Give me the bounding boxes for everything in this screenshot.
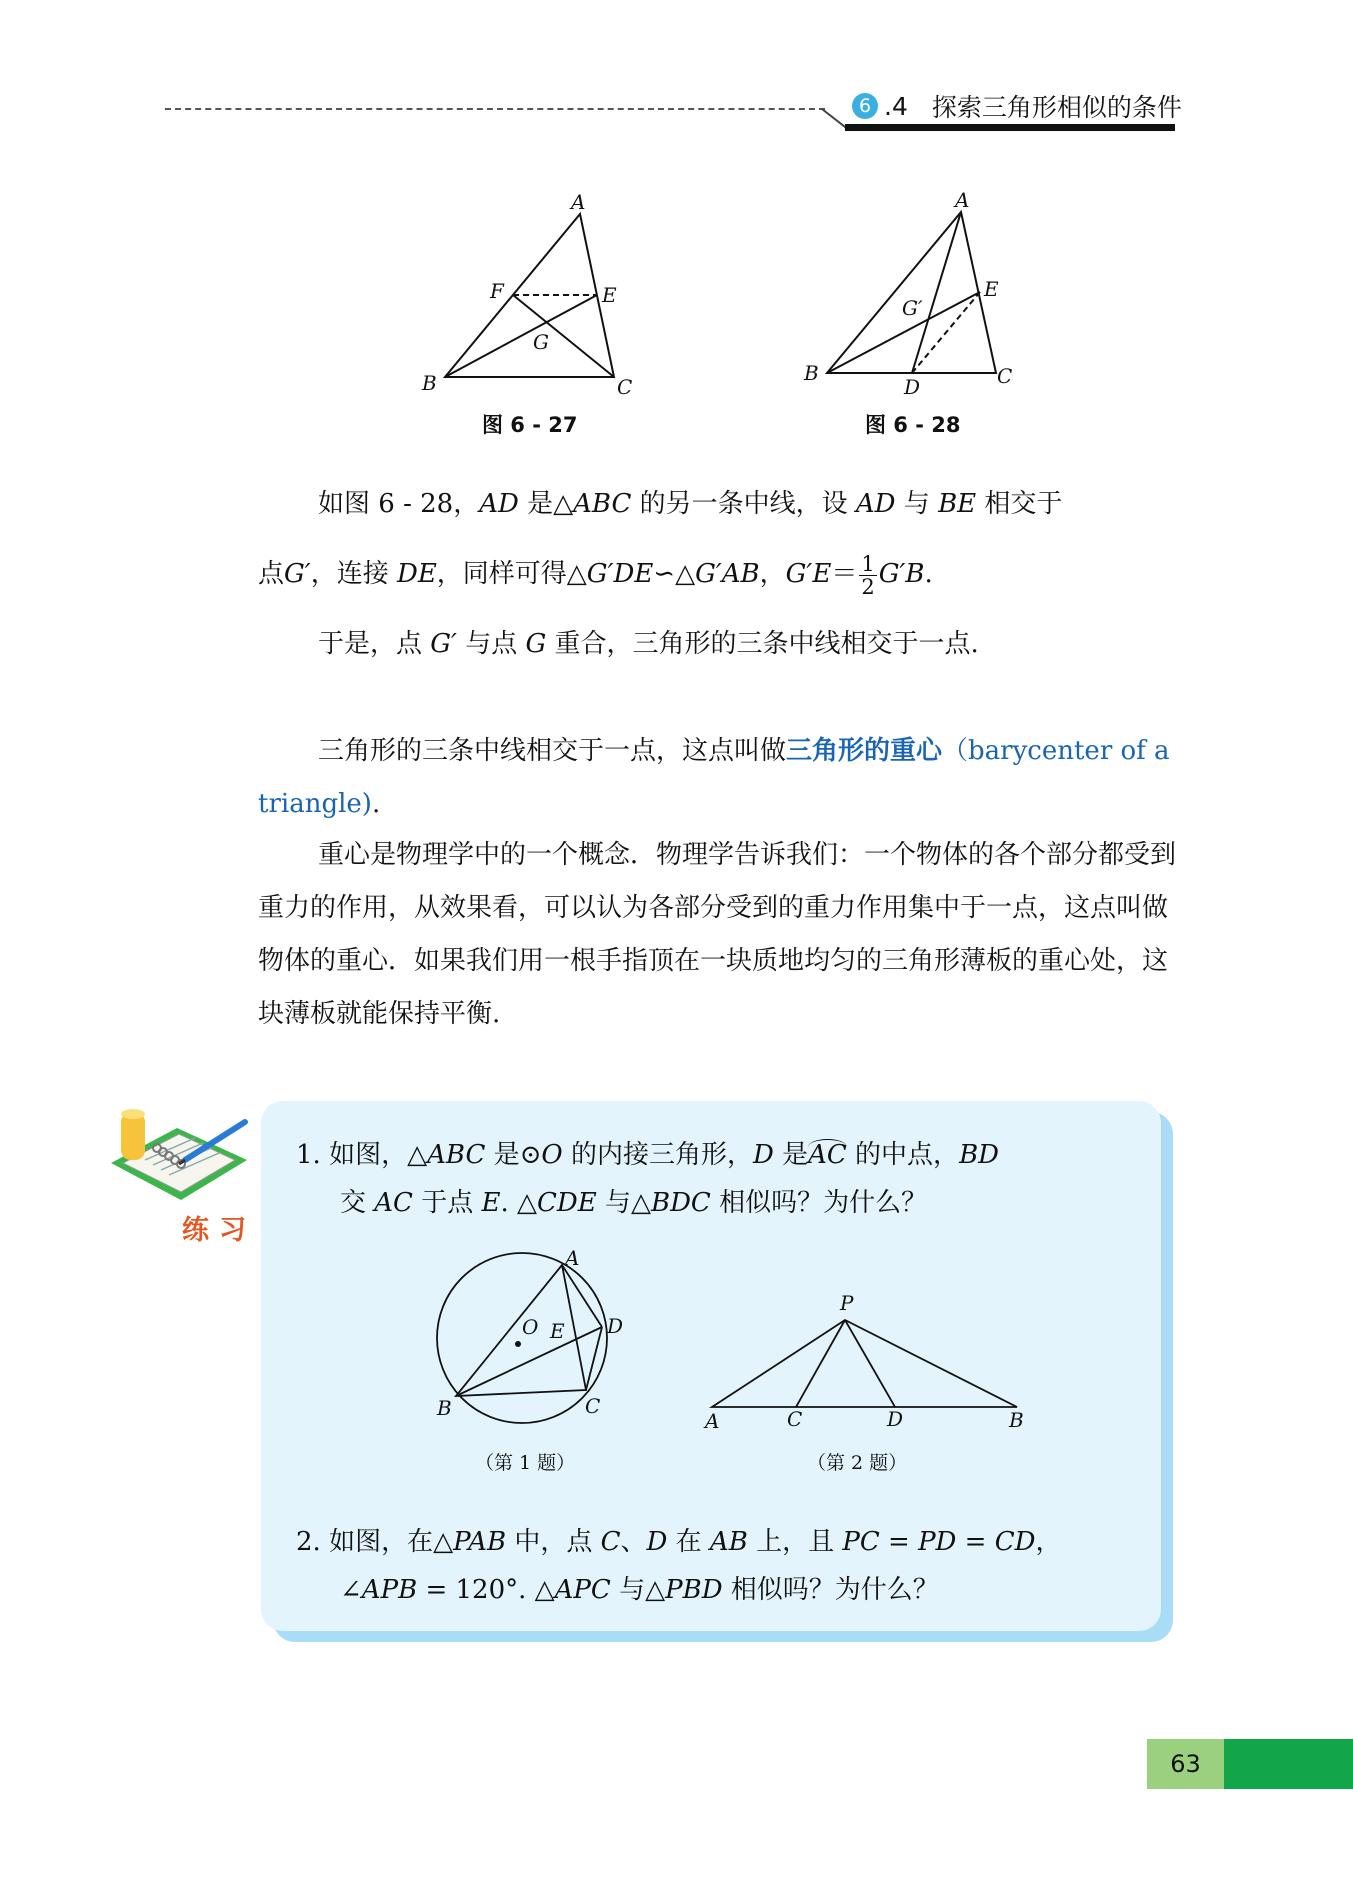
header-dashed-line bbox=[165, 108, 825, 110]
q2-line2-b: APB bbox=[361, 1575, 418, 1605]
practice-label: 练习 bbox=[182, 1215, 256, 1246]
ex2-label-A: A bbox=[705, 1409, 720, 1430]
p2-math-h: G′AB bbox=[695, 559, 760, 589]
fraction-one-half bbox=[859, 553, 876, 598]
p1-text-e: 的另一条中线，设 bbox=[631, 489, 856, 519]
ex1-label-A: A bbox=[565, 1246, 580, 1270]
fraction-denominator: 2 bbox=[861, 574, 875, 599]
ex2-label-P: P bbox=[840, 1291, 854, 1315]
q2-text-c: 中，点 bbox=[506, 1527, 601, 1557]
q2-math-n: CD bbox=[994, 1527, 1036, 1557]
q1-line2-g: 与△ bbox=[596, 1188, 651, 1218]
figure-6-27-caption: 图 6 - 27 bbox=[482, 413, 578, 437]
q1-text-g: 是 bbox=[773, 1140, 809, 1170]
fig27-label-C: C bbox=[617, 375, 633, 399]
q2-math-h: AB bbox=[709, 1527, 748, 1557]
ex2-label-B: B bbox=[1009, 1408, 1024, 1430]
q2-math-f: D bbox=[646, 1527, 668, 1557]
q1-line2-c: 于点 bbox=[412, 1188, 482, 1218]
p3-math-d: G bbox=[525, 629, 547, 659]
ex2-label-D: D bbox=[887, 1407, 904, 1430]
p1-text-c: 是△ bbox=[518, 489, 574, 519]
q2-text-g: 在 bbox=[667, 1527, 710, 1557]
header-rule bbox=[845, 124, 1175, 131]
p2-text-e: ，同样可得△ bbox=[436, 559, 587, 589]
p2-text-m: . bbox=[924, 559, 933, 589]
p1-math-d: ABC bbox=[573, 489, 632, 519]
p3-text-e: 重合，三角形的三条中线相交于一点. bbox=[546, 629, 979, 659]
p2-text-i: ， bbox=[759, 559, 786, 589]
p1-math-h: BE bbox=[938, 489, 977, 519]
q2-math-j: PC bbox=[842, 1527, 880, 1557]
question-2 bbox=[296, 1518, 1156, 1614]
fig28-label-D: D bbox=[904, 375, 921, 399]
notebook-pencil-svg bbox=[105, 1108, 255, 1218]
ex2-label-C: C bbox=[787, 1407, 803, 1430]
ex1-label-O: O bbox=[522, 1315, 539, 1339]
figure-6-27-svg bbox=[420, 190, 650, 400]
section-title: 探索三角形相似的条件 bbox=[931, 93, 1182, 122]
section-header bbox=[852, 90, 1182, 122]
q2-line2-g: 相似吗？为什么？ bbox=[722, 1575, 939, 1605]
fig28-label-E: E bbox=[984, 277, 999, 301]
term-english: （barycenter of a triangle) bbox=[258, 736, 1170, 819]
chapter-badge: 6 bbox=[852, 93, 878, 119]
q2-line2-a: ∠ bbox=[340, 1575, 362, 1605]
fig28-label-C: C bbox=[997, 364, 1013, 388]
fig28-label-G: G′ bbox=[902, 296, 923, 320]
q1-arc-ac: AC bbox=[808, 1140, 847, 1170]
page-number: 63 bbox=[1147, 1739, 1224, 1789]
q2-text-i: 上，且 bbox=[747, 1527, 843, 1557]
p2-text-c: ，连接 bbox=[310, 559, 397, 589]
p2-text-k: ＝ bbox=[831, 559, 858, 589]
fig27-label-F: F bbox=[490, 279, 504, 303]
exercise-figure-2 bbox=[695, 1290, 1035, 1430]
figure-6-28-caption: 图 6 - 28 bbox=[865, 413, 961, 437]
figure-6-28-svg bbox=[800, 185, 1030, 400]
p1-text-i: 相交于 bbox=[976, 489, 1063, 519]
fig28-label-B: B bbox=[804, 361, 819, 385]
q1-text-i: 的中点， bbox=[846, 1140, 960, 1170]
fig27-label-B: B bbox=[422, 371, 437, 395]
q1-text-c: 是⊙ bbox=[485, 1140, 542, 1170]
q1-line2-f: CDE bbox=[536, 1188, 597, 1218]
p3-text-c: 与点 bbox=[456, 629, 526, 659]
p3-math-b: G′ bbox=[430, 629, 457, 659]
p3-text-a: 于是，点 bbox=[318, 629, 431, 659]
exercise-figure-2-svg bbox=[695, 1290, 1035, 1430]
ex1-label-D: D bbox=[607, 1314, 624, 1338]
p2-math-d: DE bbox=[396, 559, 437, 589]
ex1-label-B: B bbox=[437, 1396, 452, 1420]
q2-math-d: C bbox=[600, 1527, 621, 1557]
q1-line2-e: . △ bbox=[500, 1188, 537, 1218]
notebook-pencil-icon bbox=[105, 1108, 255, 1218]
p4-text-a: 三角形的三条中线相交于一点，这点叫做 bbox=[318, 736, 787, 766]
q1-line2-h: BDC bbox=[650, 1188, 711, 1218]
p2-math-f: G′DE bbox=[586, 559, 654, 589]
definition-paragraph bbox=[258, 725, 1178, 831]
p2-text-a: 点 bbox=[258, 559, 285, 589]
paragraph-2 bbox=[258, 548, 1178, 601]
circle-center-dot bbox=[515, 1341, 521, 1347]
p2-math-j: G′E bbox=[785, 559, 832, 589]
exercise-figure-2-caption: （第 2 题） bbox=[807, 1452, 908, 1474]
header-slant-line bbox=[821, 108, 846, 128]
q1-math-b: ABC bbox=[427, 1140, 486, 1170]
page-number-bar bbox=[1224, 1739, 1353, 1789]
q1-math-j: BD bbox=[959, 1140, 1000, 1170]
figure-6-27 bbox=[420, 190, 650, 400]
q2-math-l: PD bbox=[918, 1527, 957, 1557]
p1-text-a: 如图 6 - 28， bbox=[318, 489, 480, 519]
term-barycenter: 三角形的重心 bbox=[786, 736, 943, 766]
section-number: .4 bbox=[884, 91, 908, 121]
p1-math-b: AD bbox=[479, 489, 519, 519]
q2-text-k: = bbox=[879, 1527, 919, 1557]
fig28-label-A: A bbox=[955, 188, 970, 212]
q2-text-a: 2. 如图，在△ bbox=[296, 1527, 454, 1557]
question-1 bbox=[296, 1131, 1156, 1227]
q1-text-a: 1. 如图，△ bbox=[296, 1140, 428, 1170]
physics-paragraph: 重心是物理学中的一个概念．物理学告诉我们：一个物体的各个部分都受到重力的作用，从效果看，可以认为各部分受到的重力作用集中于一点，这点叫做物体的重心．如果我们用一根手指顶在一块质地均匀的三角形薄板的重心处，这块薄板就能保持平衡. bbox=[258, 840, 1177, 1029]
q1-line2-a: 交 bbox=[340, 1188, 375, 1218]
q2-math-b: PAB bbox=[453, 1527, 507, 1557]
fig27-label-E: E bbox=[602, 283, 617, 307]
q1-line2-d: E bbox=[481, 1188, 501, 1218]
paragraph-1 bbox=[258, 478, 1178, 531]
paragraph-3 bbox=[258, 618, 1178, 671]
p2-math-l: G′B bbox=[878, 559, 925, 589]
q1-math-f: D bbox=[753, 1140, 774, 1170]
q1-math-d: O bbox=[541, 1140, 563, 1170]
fig27-label-A: A bbox=[571, 190, 586, 214]
p2-text-g: ∽△ bbox=[653, 559, 696, 589]
p1-math-f: AD bbox=[855, 489, 896, 519]
exercise-figure-1 bbox=[425, 1240, 645, 1430]
q2-line2-e: 与△ bbox=[610, 1575, 666, 1605]
q1-line2-b: AC bbox=[374, 1188, 413, 1218]
ex1-label-E: E bbox=[550, 1319, 565, 1343]
q2-text-o: ， bbox=[1035, 1527, 1062, 1557]
p4-text-end: . bbox=[371, 789, 381, 819]
exercise-figure-1-caption: （第 1 题） bbox=[475, 1452, 576, 1474]
fig27-label-G: G bbox=[533, 330, 549, 354]
p1-text-g: 与 bbox=[895, 489, 939, 519]
q1-line2-i: 相似吗？为什么？ bbox=[710, 1188, 928, 1218]
q2-line2-f: PBD bbox=[665, 1575, 723, 1605]
q2-text-e: 、 bbox=[620, 1527, 647, 1557]
figure-6-28 bbox=[800, 185, 1030, 400]
fraction-numerator: 1 bbox=[861, 551, 875, 576]
q2-line2-d: APC bbox=[554, 1575, 611, 1605]
q2-line2-c: = 120°. △ bbox=[417, 1575, 555, 1605]
p2-math-b: G′ bbox=[284, 559, 311, 589]
q2-text-m: = bbox=[956, 1527, 995, 1557]
ex1-label-C: C bbox=[585, 1394, 601, 1418]
exercise-figure-1-svg bbox=[425, 1240, 645, 1430]
q1-text-e: 的内接三角形， bbox=[562, 1140, 753, 1170]
